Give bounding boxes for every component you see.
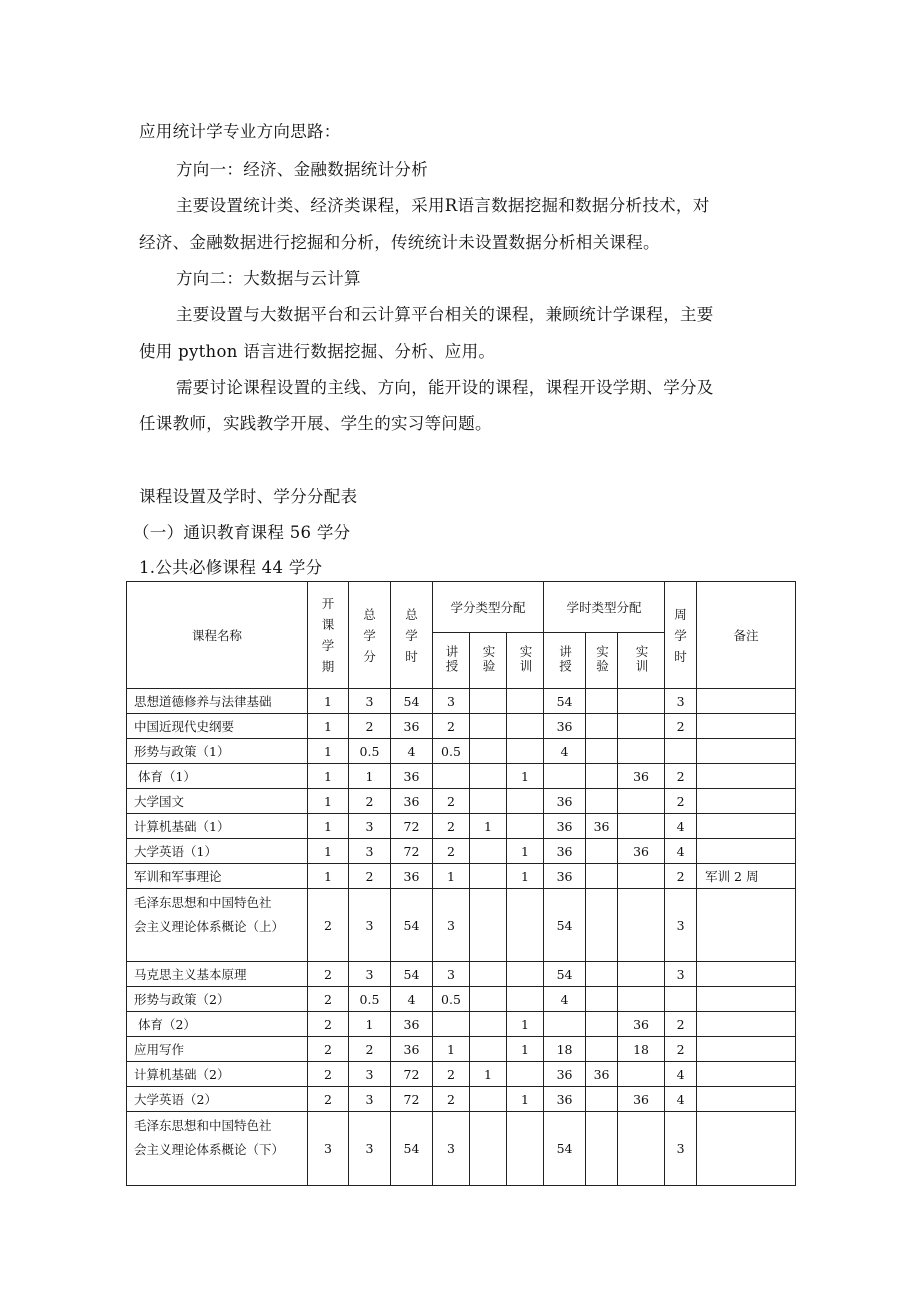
- cell-hour-experiment: [586, 714, 618, 739]
- cell-term: 2: [308, 1087, 349, 1112]
- cell-hour-lecture: 36: [544, 1087, 586, 1112]
- cell-term: 1: [308, 714, 349, 739]
- cell-credit: 3: [349, 689, 391, 714]
- cell-note: [697, 987, 796, 1012]
- section-subtitle-public-required: 1.公共必修课程 44 学分: [139, 558, 323, 577]
- cell-hour-experiment: [586, 689, 618, 714]
- cell-credit-training: [507, 714, 544, 739]
- cell-hour-experiment: [586, 739, 618, 764]
- cell-term: 1: [308, 789, 349, 814]
- cell-credit-lecture: 2: [433, 1062, 470, 1087]
- cell-credit: 1: [349, 1012, 391, 1037]
- cell-weekly-hours: [665, 739, 697, 764]
- table-row: [127, 1012, 796, 1037]
- cell-hour-training: 18: [618, 1037, 665, 1062]
- cell-hour-training: 36: [618, 1087, 665, 1112]
- cell-credit-lecture: 0.5: [433, 987, 470, 1012]
- cell-hour-experiment: [586, 962, 618, 987]
- cell-course-name: 毛泽东思想和中国特色社 会主义理论体系概论（上）: [127, 889, 308, 962]
- direction-1-text-line-1: 主要设置统计类、经济类课程，采用R语言数据挖掘和数据分析技术，对: [176, 196, 710, 215]
- cell-note: [697, 1037, 796, 1062]
- cell-term: 3: [308, 1112, 349, 1186]
- header-hour-experiment: 实验: [586, 633, 618, 689]
- cell-course-name: 思想道德修养与法律基础: [127, 689, 308, 714]
- cell-credit: 3: [349, 839, 391, 864]
- cell-credit-experiment: 1: [470, 1062, 507, 1087]
- cell-hour-lecture: [544, 1012, 586, 1037]
- cell-credit-lecture: 2: [433, 839, 470, 864]
- cell-hours: 54: [391, 1112, 433, 1186]
- cell-credit-experiment: [470, 1012, 507, 1037]
- cell-course-name: 军训和军事理论: [127, 864, 308, 889]
- cell-hours: 36: [391, 1012, 433, 1037]
- cell-hour-experiment: [586, 864, 618, 889]
- cell-hour-lecture: 36: [544, 1062, 586, 1087]
- cell-credit-experiment: [470, 714, 507, 739]
- cell-credit-training: [507, 987, 544, 1012]
- cell-credit-experiment: [470, 839, 507, 864]
- cell-course-name: 马克思主义基本原理: [127, 962, 308, 987]
- cell-hour-experiment: [586, 764, 618, 789]
- cell-credit-experiment: [470, 1037, 507, 1062]
- section-title: 课程设置及学时、学分分配表: [139, 487, 358, 506]
- header-hour-training: 实训: [618, 633, 665, 689]
- cell-credit-training: [507, 889, 544, 962]
- cell-course-name: 形势与政策（2）: [127, 987, 308, 1012]
- cell-note: [697, 839, 796, 864]
- table-row: [127, 689, 796, 714]
- table-row: [127, 839, 796, 864]
- table-header: [127, 582, 796, 689]
- cell-hours: 36: [391, 714, 433, 739]
- cell-credit-training: [507, 814, 544, 839]
- cell-credit-experiment: [470, 987, 507, 1012]
- cell-hours: 4: [391, 987, 433, 1012]
- cell-credit: 3: [349, 889, 391, 962]
- cell-hour-training: [618, 739, 665, 764]
- cell-credit-training: 1: [507, 1087, 544, 1112]
- table-row: [127, 814, 796, 839]
- cell-course-name: 中国近现代史纲要: [127, 714, 308, 739]
- cell-credit-lecture: 3: [433, 689, 470, 714]
- cell-hour-training: [618, 987, 665, 1012]
- cell-course-name: 形势与政策（1）: [127, 739, 308, 764]
- cell-hours: 36: [391, 864, 433, 889]
- cell-course-name: 大学英语（1）: [127, 839, 308, 864]
- cell-weekly-hours: 4: [665, 1087, 697, 1112]
- header-credit-type: 学分类型分配: [433, 582, 544, 633]
- header-hour-lecture: 讲授: [544, 633, 586, 689]
- cell-term: 2: [308, 1062, 349, 1087]
- cell-credit-experiment: [470, 1112, 507, 1186]
- cell-hours: 4: [391, 739, 433, 764]
- cell-hour-lecture: 18: [544, 1037, 586, 1062]
- cell-hour-experiment: 36: [586, 814, 618, 839]
- cell-credit-lecture: 3: [433, 1112, 470, 1186]
- cell-hour-lecture: [544, 764, 586, 789]
- cell-note: [697, 1062, 796, 1087]
- cell-term: 1: [308, 814, 349, 839]
- header-credit-training: 实训: [507, 633, 544, 689]
- cell-term: 2: [308, 1012, 349, 1037]
- cell-credit: 0.5: [349, 739, 391, 764]
- table-row: [127, 889, 796, 962]
- cell-credit-training: [507, 962, 544, 987]
- cell-credit-experiment: [470, 689, 507, 714]
- cell-credit-experiment: 1: [470, 814, 507, 839]
- cell-hours: 36: [391, 1037, 433, 1062]
- cell-hour-experiment: [586, 1112, 618, 1186]
- cell-credit-lecture: 3: [433, 962, 470, 987]
- header-credit-lecture: 讲授: [433, 633, 470, 689]
- cell-hour-training: [618, 889, 665, 962]
- cell-hours: 72: [391, 1062, 433, 1087]
- cell-note: [697, 889, 796, 962]
- cell-credit: 2: [349, 1037, 391, 1062]
- cell-credit: 3: [349, 1062, 391, 1087]
- cell-hour-experiment: [586, 839, 618, 864]
- direction-1-text-line-2: 经济、金融数据进行挖掘和分析，传统统计未设置数据分析相关课程。: [139, 233, 660, 252]
- cell-credit-experiment: [470, 764, 507, 789]
- cell-credit: 3: [349, 1112, 391, 1186]
- cell-term: 1: [308, 739, 349, 764]
- cell-hour-training: [618, 714, 665, 739]
- cell-credit-experiment: [470, 864, 507, 889]
- cell-note: [697, 1012, 796, 1037]
- cell-credit-experiment: [470, 789, 507, 814]
- cell-note: [697, 689, 796, 714]
- cell-course-name: 大学英语（2）: [127, 1087, 308, 1112]
- cell-credit-lecture: 2: [433, 789, 470, 814]
- cell-term: 2: [308, 889, 349, 962]
- cell-hour-training: [618, 789, 665, 814]
- cell-hour-lecture: 54: [544, 889, 586, 962]
- cell-credit-lecture: 2: [433, 1087, 470, 1112]
- header-note: 备注: [697, 582, 796, 689]
- table-row: [127, 739, 796, 764]
- cell-weekly-hours: 4: [665, 1062, 697, 1087]
- cell-credit-lecture: 2: [433, 714, 470, 739]
- cell-credit-training: [507, 1062, 544, 1087]
- cell-credit: 2: [349, 864, 391, 889]
- cell-credit: 1: [349, 764, 391, 789]
- header-term: 开 课 学 期: [308, 582, 349, 689]
- cell-course-name: 计算机基础（2）: [127, 1062, 308, 1087]
- section-subtitle-general-education: （一）通识教育课程 56 学分: [133, 523, 351, 542]
- cell-credit-lecture: 1: [433, 1037, 470, 1062]
- cell-credit-lecture: 2: [433, 814, 470, 839]
- cell-hours: 36: [391, 764, 433, 789]
- direction-2-title: 方向二：大数据与云计算: [176, 269, 361, 288]
- cell-term: 2: [308, 962, 349, 987]
- cell-hours: 72: [391, 814, 433, 839]
- cell-course-name: 应用写作: [127, 1037, 308, 1062]
- cell-hour-lecture: 36: [544, 714, 586, 739]
- cell-note: [697, 1112, 796, 1186]
- cell-note: [697, 814, 796, 839]
- cell-credit-training: [507, 1112, 544, 1186]
- header-credit-experiment: 实验: [470, 633, 507, 689]
- cell-hour-experiment: [586, 889, 618, 962]
- cell-hour-experiment: 36: [586, 1062, 618, 1087]
- cell-credit-experiment: [470, 739, 507, 764]
- cell-note: 军训 2 周: [697, 864, 796, 889]
- table-row: [127, 1112, 796, 1186]
- cell-credit: 2: [349, 789, 391, 814]
- cell-note: [697, 714, 796, 739]
- cell-weekly-hours: 4: [665, 814, 697, 839]
- cell-weekly-hours: 4: [665, 839, 697, 864]
- cell-weekly-hours: 2: [665, 789, 697, 814]
- cell-hour-training: [618, 814, 665, 839]
- cell-hour-lecture: 36: [544, 814, 586, 839]
- cell-weekly-hours: 3: [665, 962, 697, 987]
- header-weekly-hours: 周 学 时: [665, 582, 697, 689]
- cell-hour-training: 36: [618, 839, 665, 864]
- cell-hour-lecture: 54: [544, 689, 586, 714]
- cell-hour-lecture: 36: [544, 864, 586, 889]
- cell-credit-experiment: [470, 889, 507, 962]
- table-row: [127, 1087, 796, 1112]
- cell-hour-lecture: 36: [544, 839, 586, 864]
- cell-hour-lecture: 4: [544, 739, 586, 764]
- cell-hours: 54: [391, 962, 433, 987]
- cell-course-name: 毛泽东思想和中国特色社 会主义理论体系概论（下）: [127, 1112, 308, 1186]
- cell-term: 1: [308, 839, 349, 864]
- cell-term: 1: [308, 689, 349, 714]
- cell-note: [697, 764, 796, 789]
- cell-credit-training: 1: [507, 1037, 544, 1062]
- cell-weekly-hours: [665, 987, 697, 1012]
- cell-credit-training: 1: [507, 1012, 544, 1037]
- direction-2-text-line-1: 主要设置与大数据平台和云计算平台相关的课程，兼顾统计学课程，主要: [176, 305, 714, 324]
- cell-weekly-hours: 2: [665, 864, 697, 889]
- cell-credit-training: [507, 739, 544, 764]
- header-total-hours: 总 学 时: [391, 582, 433, 689]
- table-row: [127, 987, 796, 1012]
- cell-course-name: 体育（2）: [127, 1012, 308, 1037]
- cell-credit-training: 1: [507, 764, 544, 789]
- cell-note: [697, 739, 796, 764]
- cell-credit-training: [507, 689, 544, 714]
- header-total-credit: 总 学 分: [349, 582, 391, 689]
- discussion-text-line-2: 任课教师，实践教学开展、学生的实习等问题。: [139, 414, 492, 433]
- table-row: [127, 962, 796, 987]
- cell-credit-training: [507, 789, 544, 814]
- cell-hours: 72: [391, 1087, 433, 1112]
- cell-weekly-hours: 3: [665, 1112, 697, 1186]
- cell-term: 2: [308, 987, 349, 1012]
- cell-credit-lecture: 1: [433, 864, 470, 889]
- cell-hours: 36: [391, 789, 433, 814]
- cell-credit-training: 1: [507, 864, 544, 889]
- cell-credit: 0.5: [349, 987, 391, 1012]
- cell-credit-lecture: [433, 764, 470, 789]
- cell-hour-experiment: [586, 1012, 618, 1037]
- cell-course-name: 体育（1）: [127, 764, 308, 789]
- cell-hour-lecture: 4: [544, 987, 586, 1012]
- cell-hour-training: [618, 1112, 665, 1186]
- table-row: [127, 764, 796, 789]
- intro-heading: 应用统计学专业方向思路：: [139, 122, 341, 141]
- table-row: [127, 1062, 796, 1087]
- cell-credit: 3: [349, 962, 391, 987]
- cell-weekly-hours: 2: [665, 764, 697, 789]
- cell-credit-lecture: 3: [433, 889, 470, 962]
- cell-hour-training: [618, 689, 665, 714]
- direction-2-text-line-2: 使用 python 语言进行数据挖掘、分析、应用。: [139, 342, 496, 361]
- cell-credit-training: 1: [507, 839, 544, 864]
- cell-hours: 54: [391, 689, 433, 714]
- discussion-text-line-1: 需要讨论课程设置的主线、方向，能开设的课程，课程开设学期、学分及: [176, 378, 714, 397]
- cell-course-name: 大学国文: [127, 789, 308, 814]
- header-course-name: 课程名称: [127, 582, 308, 689]
- cell-note: [697, 789, 796, 814]
- cell-credit-lecture: [433, 1012, 470, 1037]
- cell-term: 1: [308, 864, 349, 889]
- cell-credit: 2: [349, 714, 391, 739]
- cell-note: [697, 1087, 796, 1112]
- cell-weekly-hours: 2: [665, 1012, 697, 1037]
- cell-hour-lecture: 36: [544, 789, 586, 814]
- cell-hours: 54: [391, 889, 433, 962]
- table-row: [127, 864, 796, 889]
- cell-hour-experiment: [586, 1087, 618, 1112]
- cell-hour-lecture: 54: [544, 962, 586, 987]
- cell-credit-experiment: [470, 1087, 507, 1112]
- cell-credit: 3: [349, 1087, 391, 1112]
- cell-hour-experiment: [586, 1037, 618, 1062]
- cell-hour-experiment: [586, 789, 618, 814]
- cell-credit-experiment: [470, 962, 507, 987]
- cell-note: [697, 962, 796, 987]
- cell-hour-training: [618, 962, 665, 987]
- cell-hour-training: [618, 1062, 665, 1087]
- direction-1-title: 方向一：经济、金融数据统计分析: [176, 160, 428, 179]
- table-row: [127, 1037, 796, 1062]
- cell-hour-experiment: [586, 987, 618, 1012]
- cell-weekly-hours: 2: [665, 1037, 697, 1062]
- cell-credit-lecture: 0.5: [433, 739, 470, 764]
- cell-weekly-hours: 3: [665, 889, 697, 962]
- cell-credit: 3: [349, 814, 391, 839]
- cell-hour-training: [618, 864, 665, 889]
- cell-hour-training: 36: [618, 764, 665, 789]
- table-body: [127, 689, 796, 1186]
- table-row: [127, 714, 796, 739]
- cell-hour-training: 36: [618, 1012, 665, 1037]
- cell-weekly-hours: 3: [665, 689, 697, 714]
- header-hour-type: 学时类型分配: [544, 582, 665, 633]
- cell-hours: 72: [391, 839, 433, 864]
- table-row: [127, 789, 796, 814]
- cell-weekly-hours: 2: [665, 714, 697, 739]
- course-table: [126, 581, 796, 1186]
- cell-term: 2: [308, 1037, 349, 1062]
- cell-hour-lecture: 54: [544, 1112, 586, 1186]
- cell-term: 1: [308, 764, 349, 789]
- cell-course-name: 计算机基础（1）: [127, 814, 308, 839]
